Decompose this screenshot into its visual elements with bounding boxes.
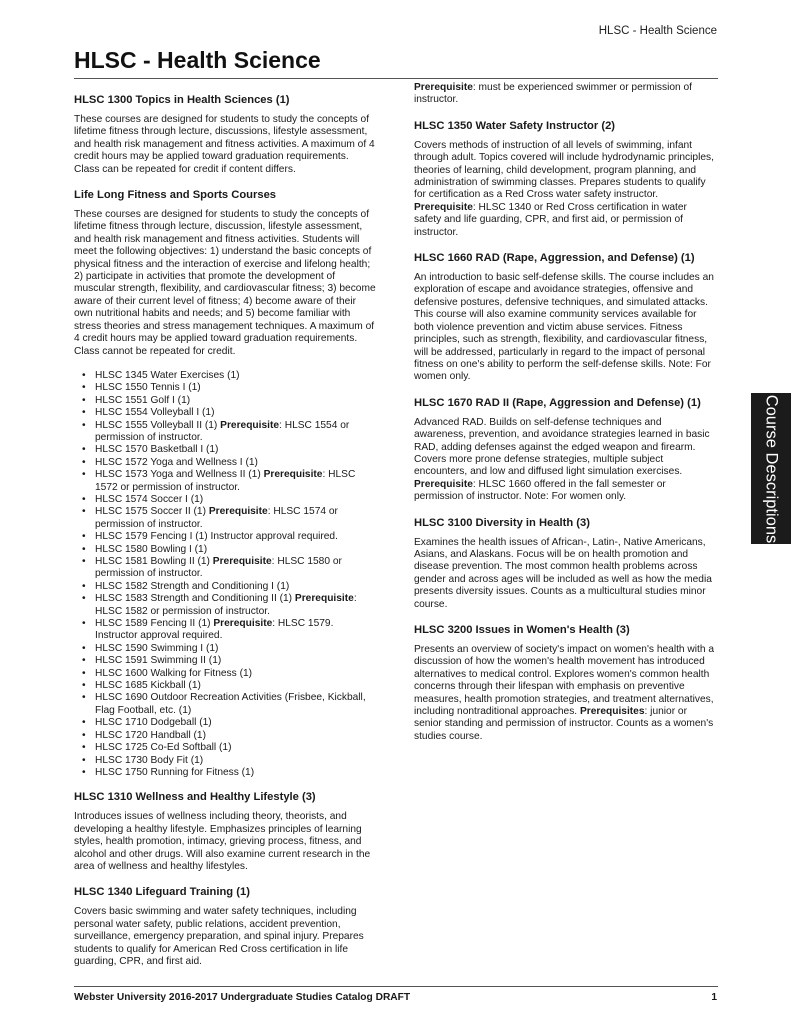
course-title: HLSC 1554 Volleyball I (1)	[95, 407, 215, 419]
course-title: HLSC 1570 Basketball I (1)	[95, 444, 219, 456]
course-hlsc-3100	[414, 517, 716, 611]
course-hlsc-3200	[414, 624, 716, 743]
list-item	[74, 643, 376, 655]
course-heading: HLSC 1300 Topics in Health Sciences (1)	[74, 94, 290, 106]
section-description: These courses are designed for students to study the concepts of lifetime fitness through lecture, discussion, lifestyle assessment, and health risk management and fitness activities. Students will meet the following objectives: 1) understand the basic concepts of physical fitness and the interaction of exercise and lifelong health; 2) participate in activities that promote the development of muscular strength, flexibility, and cardiovascular fitness; 3) become aware of their current level of fitness; 4) become aware of their own nutritional habits and needs; and 5) become familiar with stress theories and stress management techniques. A maximum of 4 credit hours may be applied toward graduation requirements. Class cannot be repeated for credit.	[74, 209, 376, 357]
list-item	[74, 767, 376, 779]
prerequisite-label: Prerequisite	[294, 593, 354, 605]
list-item	[74, 407, 376, 419]
prerequisite-label: Prerequisite	[213, 618, 273, 630]
course-title: HLSC 1730 Body Fit (1)	[95, 754, 204, 766]
list-item	[74, 593, 376, 618]
course-heading: HLSC 1340 Lifeguard Training (1)	[74, 886, 250, 899]
course-description: Covers basic swimming and water safety techniques, including personal water safety, public relations, accident prevention, surveillance, emergency preparation, and spinal injury. Prepares students to qualify for American Red Cross certification in life guarding, CPR, and first aid.	[74, 906, 364, 967]
course-title: HLSC 1345 Water Exercises (1)	[95, 369, 240, 381]
prerequisite-label: Prerequisite	[212, 556, 272, 567]
prerequisite-text: : HLSC 1582 or permission of instructor.	[95, 593, 357, 617]
prerequisite-label: Prerequisite	[220, 419, 280, 431]
list-item	[74, 420, 376, 445]
course-heading: HLSC 1670 RAD II (Rape, Aggression and Defense) (1)	[414, 396, 701, 409]
list-item	[74, 755, 376, 767]
course-title: HLSC 1574 Soccer I (1)	[95, 493, 204, 505]
course-description: An introduction to basic self-defense skills. The course includes an exploration of escape and avoidance strategies, offensive and defensive postures, defensive techniques, and simulated attacks. This course will also examine community services available for both violence prevention and victim abuse services. Fitness principles, such as strength, flexibility, and cardiovascular fitness, will be addressed, particularly in regard to the impact of personal fitness on one's ability to perform the self-defense skills. Note: For women only.	[414, 272, 714, 383]
list-item	[74, 618, 376, 643]
lifelong-fitness-section	[74, 189, 376, 358]
course-title: HLSC 1589 Fencing II (1)	[95, 618, 214, 630]
course-title: HLSC 1600 Walking for Fitness (1)	[95, 667, 253, 679]
course-description	[414, 417, 716, 504]
course-description	[414, 644, 716, 743]
course-title: HLSC 1690 Outdoor Recreation Activities (Frisbee, Kickball, Flag Football, etc. (1)	[95, 692, 366, 716]
footer-catalog-title: Webster University 2016-2017 Undergraduate Studies Catalog DRAFT	[74, 992, 411, 1003]
course-heading: HLSC 1660 RAD (Rape, Aggression, and Defense) (1)	[414, 252, 695, 265]
description-text: Covers methods of instruction of all levels of swimming, infant through adult. Topics covered will include hydrodynamic principles, theories of learning, child development, program planning, and administration of swimming classes. Prepares students to qualify for certification as a Red Cross water safety instructor.	[414, 139, 714, 201]
prerequisite-text: : HLSC 1579. Instructor approval required.	[95, 618, 334, 642]
prerequisite-text: : HLSC 1574 or permission of instructor.	[95, 506, 338, 530]
list-item	[74, 655, 376, 667]
prerequisite-text: : HLSC 1572 or permission of instructor.	[95, 469, 356, 493]
list-item	[74, 531, 376, 543]
prerequisite-text: : HLSC 1580 or permission of instructor.	[95, 556, 342, 580]
course-title: HLSC 1581 Bowling II (1)	[95, 556, 213, 567]
prerequisite-label: Prerequisite	[263, 469, 323, 481]
course-description: Examines the health issues of African-, Latin-, Native Americans, Asians, and Alaskans. Focus will be on health promotion and disease prevention. The most common health problems across gender and across ages will be included as well as how the media presents diversity issues. Counts as a multicultural studies minor course.	[414, 536, 712, 610]
list-item	[74, 494, 376, 506]
list-item	[74, 668, 376, 680]
right-column	[414, 82, 716, 756]
course-title: HLSC 1573 Yoga and Wellness II (1)	[95, 469, 264, 481]
description-text: Presents an overview of society's impact on women's health with a discussion of how the women's health movement has introduced alternatives to medical control. Explores women's common health concerns through their lifespan with emphasis on preventive measures, health promotion strategies, and treatment alternatives, including nontraditional approaches.	[414, 644, 715, 718]
description-text: Advanced RAD. Builds on self-defense techniques and awareness, prevention, and avoidance strategies learned in basic RAD, adding defenses against the edged weapon and firearm. Covers more prone defense strategies, multiple subject encounters, and low and diffused light simulation exercises.	[414, 416, 710, 478]
course-title: HLSC 1720 Handball (1)	[95, 729, 206, 741]
course-title: HLSC 1750 Running for Fitness (1)	[95, 766, 255, 778]
prerequisite-label: Prerequisite	[414, 478, 473, 490]
list-item	[74, 395, 376, 407]
course-heading: HLSC 3100 Diversity in Health (3)	[414, 516, 590, 529]
list-item	[74, 680, 376, 692]
running-head: HLSC - Health Science	[598, 25, 717, 37]
prerequisite-text: : HLSC 1554 or permission of instructor.	[95, 419, 350, 443]
section-heading: Life Long Fitness and Sports Courses	[74, 189, 277, 202]
list-item	[74, 370, 376, 382]
prerequisite-label: Prerequisite	[208, 506, 268, 518]
course-title: HLSC 1725 Co-Ed Softball (1)	[95, 742, 232, 754]
title-divider	[74, 78, 718, 79]
fitness-course-list	[74, 370, 376, 779]
list-item	[74, 556, 376, 581]
course-title: HLSC 1551 Golf I (1)	[95, 394, 191, 406]
course-title: HLSC 1710 Dodgeball (1)	[95, 717, 212, 729]
prerequisite-label: Prerequisite	[414, 201, 473, 213]
course-hlsc-1310	[74, 791, 376, 873]
course-descriptions-tab	[751, 393, 791, 544]
course-title: HLSC 1575 Soccer II (1)	[95, 506, 209, 518]
prerequisite-label: Prerequisite	[414, 82, 473, 93]
footer-divider	[74, 986, 718, 987]
prerequisite-text: : HLSC 1340 or Red Cross certification in water safety and life guarding, CPR, and first aid, or permission of instructor.	[414, 201, 687, 238]
course-heading: HLSC 1310 Wellness and Healthy Lifestyle (3)	[74, 791, 316, 804]
list-item	[74, 469, 376, 494]
course-heading: HLSC 3200 Issues in Women's Health (3)	[414, 624, 630, 636]
course-title: HLSC 1579 Fencing I (1) Instructor approval required.	[95, 531, 338, 543]
course-hlsc-1670	[414, 397, 716, 504]
list-item	[74, 581, 376, 593]
footer-page-number: 1	[711, 992, 717, 1003]
course-title: HLSC 1591 Swimming II (1)	[95, 655, 222, 667]
left-column	[74, 82, 376, 981]
list-item	[74, 506, 376, 531]
prerequisite-label: Prerequisites	[579, 706, 645, 718]
course-title: HLSC 1555 Volleyball II (1)	[95, 419, 221, 431]
course-hlsc-1340	[74, 886, 376, 968]
course-hlsc-1300	[74, 82, 376, 176]
course-heading: HLSC 1350 Water Safety Instructor (2)	[414, 119, 616, 132]
list-item	[74, 544, 376, 556]
list-item	[74, 717, 376, 729]
list-item	[74, 457, 376, 469]
course-title: HLSC 1590 Swimming I (1)	[95, 642, 219, 654]
course-title: HLSC 1572 Yoga and Wellness I (1)	[95, 456, 258, 468]
list-item	[74, 730, 376, 742]
course-title: HLSC 1583 Strength and Conditioning II (1)	[95, 593, 295, 605]
course-title: HLSC 1550 Tennis I (1)	[95, 382, 201, 394]
course-prerequisite	[414, 82, 716, 107]
course-hlsc-1660	[414, 252, 716, 384]
course-title: HLSC 1580 Bowling I (1)	[95, 543, 208, 555]
prerequisite-text: : must be experienced swimmer or permission of instructor.	[414, 82, 693, 106]
list-item	[74, 742, 376, 754]
list-item	[74, 382, 376, 394]
side-tab-label: Course Descriptions	[762, 394, 781, 543]
course-description: These courses are designed for students to study the concepts of lifetime fitness through lecture, discussions, lifestyle assessment, and health risk management and fitness activities. A maximum of 4 credit hours may be applied toward graduation requirements. Class can be repeated for credit if content differs.	[74, 114, 375, 175]
course-hlsc-1340-continued	[414, 82, 716, 107]
course-title: HLSC 1582 Strength and Conditioning I (1)	[95, 580, 290, 592]
course-hlsc-1350	[414, 120, 716, 239]
prerequisite-text: : HLSC 1660 offered in the fall semester or permission of instructor. Note: For women only.	[414, 478, 666, 503]
prerequisite-text: : junior or senior standing and permission of instructor. Counts as a women's studies course.	[414, 706, 714, 742]
list-item	[74, 692, 376, 717]
course-description	[414, 140, 716, 239]
course-title: HLSC 1685 Kickball (1)	[95, 680, 201, 692]
course-description: Introduces issues of wellness including theory, theorists, and developing a healthy lifestyle. Emphasizes principles of learning styles, health promotion, intimacy, grieving process, fitness, and alcohol and other drugs. Will also examine current research in the area of wellness and healthy lifestyles.	[74, 811, 371, 872]
page-title: HLSC - Health Science	[74, 47, 321, 73]
list-item	[74, 444, 376, 456]
